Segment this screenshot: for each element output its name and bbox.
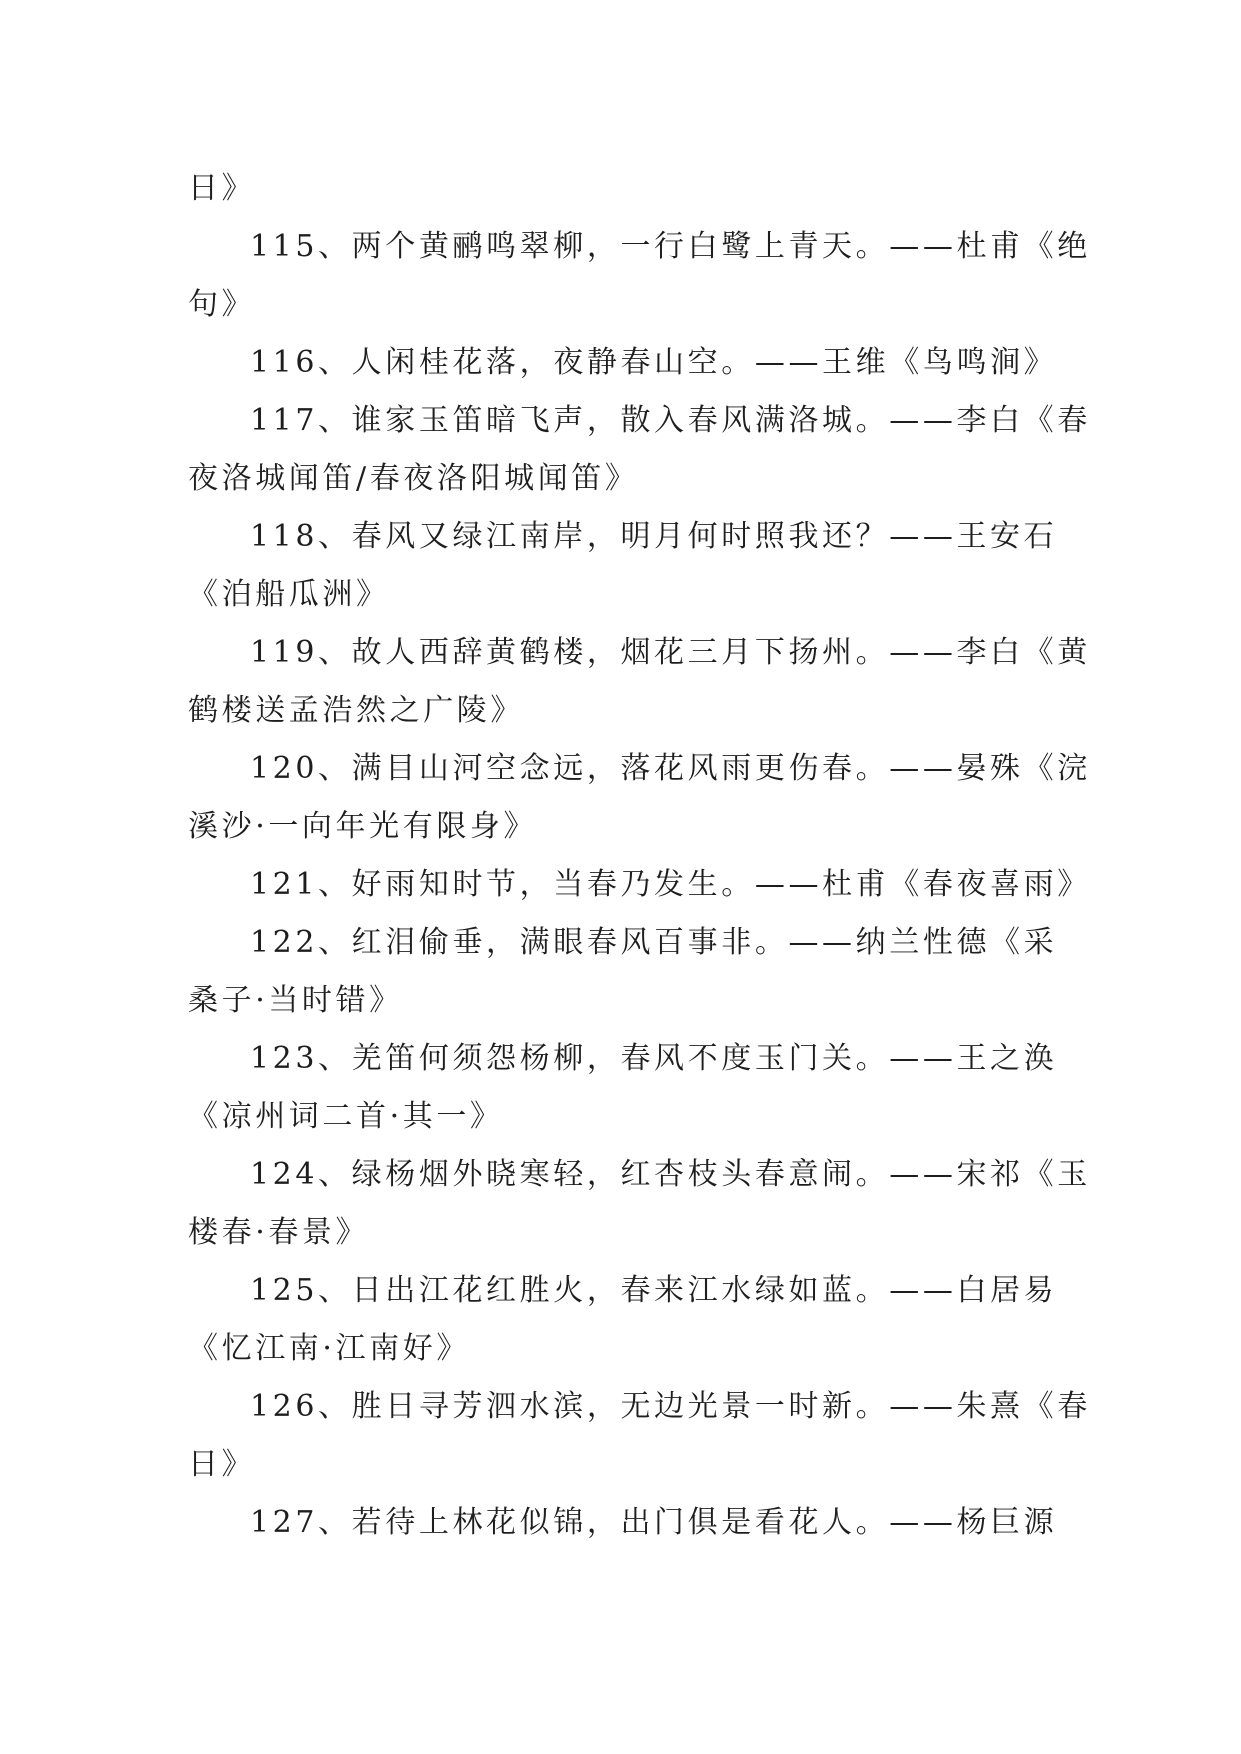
text-line: 127、若待上林花似锦，出门俱是看花人。——杨巨源 [250, 1505, 1058, 1540]
text-line: 鹤楼送孟浩然之广陵》 [188, 693, 524, 728]
text-line: 句》 [188, 287, 256, 322]
text-line: 日》 [188, 171, 256, 206]
text-line: 《凉州词二首·其一》 [188, 1099, 504, 1134]
text-line: 116、人闲桂花落，夜静春山空。——王维《鸟鸣涧》 [250, 345, 1058, 380]
text-line: 122、红泪偷垂，满眼春风百事非。——纳兰性德《采 [250, 925, 1058, 960]
text-line: 日》 [188, 1447, 256, 1482]
text-line: 125、日出江花红胜火，春来江水绿如蓝。——白居易 [250, 1273, 1058, 1308]
text-line: 123、羌笛何须怨杨柳，春风不度玉门关。——王之涣 [250, 1041, 1058, 1076]
poem-list [188, 160, 1091, 1552]
text-line: 桑子·当时错》 [188, 983, 403, 1018]
text-line: 溪沙·一向年光有限身》 [188, 809, 538, 844]
text-line: 118、春风又绿江南岸，明月何时照我还？——王安石 [250, 519, 1058, 554]
text-line: 119、故人西辞黄鹤楼，烟花三月下扬州。——李白《黄 [250, 635, 1091, 670]
text-line: 《泊船瓜洲》 [188, 577, 390, 612]
text-line: 120、满目山河空念远，落花风雨更伤春。——晏殊《浣 [250, 751, 1091, 786]
text-line: 《忆江南·江南好》 [188, 1331, 470, 1366]
text-line: 115、两个黄鹂鸣翠柳，一行白鹭上青天。——杜甫《绝 [250, 229, 1091, 264]
text-line: 楼春·春景》 [188, 1215, 370, 1250]
text-line: 124、绿杨烟外晓寒轻，红杏枝头春意闹。——宋祁《玉 [250, 1157, 1091, 1192]
text-line: 117、谁家玉笛暗飞声，散入春风满洛城。——李白《春 [250, 403, 1091, 438]
text-line: 121、好雨知时节，当春乃发生。——杜甫《春夜喜雨》 [250, 867, 1091, 902]
text-line: 夜洛城闻笛/春夜洛阳城闻笛》 [188, 461, 639, 496]
text-line: 126、胜日寻芳泗水滨，无边光景一时新。——朱熹《春 [250, 1389, 1091, 1424]
